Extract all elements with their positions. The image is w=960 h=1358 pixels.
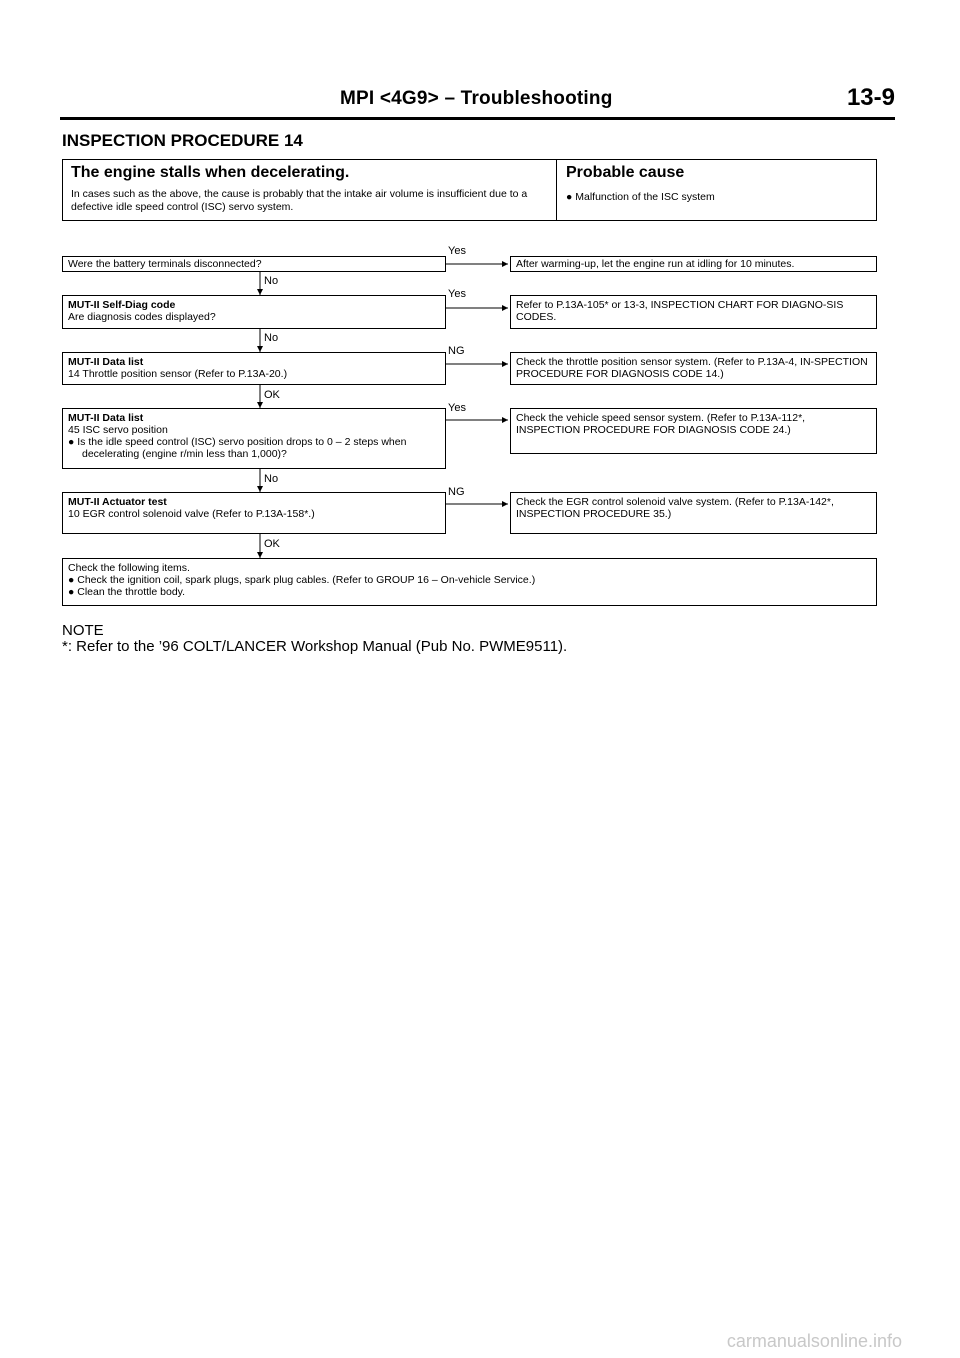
- question-text: 10 EGR control solenoid valve (Refer to P.13A-158*.): [68, 508, 315, 520]
- result-text: Check the throttle position sensor system. (Refer to P.13A-4, IN-SPECTION PROCEDURE FOR DIAGNOSIS CODE 14.): [516, 356, 868, 380]
- question-text: Are diagnosis codes displayed?: [68, 311, 216, 323]
- step-title: MUT-II Self-Diag code: [68, 299, 176, 311]
- watermark: carmanualsonline.info: [726, 1331, 902, 1351]
- probable-cause-heading: Probable cause: [566, 164, 685, 181]
- result-box-speed-sensor: [510, 408, 877, 454]
- branch-label-ok: OK: [264, 389, 280, 401]
- note-title: NOTE: [62, 622, 104, 639]
- branch-label-ok: OK: [264, 538, 280, 550]
- question-text: Were the battery terminals disconnected?: [68, 258, 262, 270]
- result-text: Check the vehicle speed sensor system. (Refer to P.13A-112*, INSPECTION PROCEDURE FOR DIAGNOSIS CODE 24.): [516, 412, 806, 436]
- result-text: Refer to P.13A-105* or 13-3, INSPECTION CHART FOR DIAGNO-SIS CODES.: [516, 299, 844, 323]
- question-box-battery: [62, 256, 446, 272]
- question-box-self-diag: [62, 295, 446, 329]
- note-text: *: Refer to the ’96 COLT/LANCER Workshop Manual (Pub No. PWME9511).: [62, 638, 568, 655]
- branch-label-no: No: [264, 275, 279, 287]
- section-title: INSPECTION PROCEDURE 14: [62, 131, 303, 150]
- branch-label-ng: NG: [448, 486, 465, 498]
- question-box-throttle-sensor: [62, 352, 446, 385]
- question-text: ● Is the idle speed control (ISC) servo position drops to 0 – 2 steps when decelerating (engine r/min less than 1,000)?: [68, 436, 407, 460]
- final-check-item: ● Check the ignition coil, spark plugs, spark plug cables. (Refer to GROUP 16 – On-vehicle Service.): [68, 574, 536, 586]
- step-title: MUT-II Actuator test: [68, 496, 167, 508]
- question-item: 45 ISC servo position: [68, 424, 168, 436]
- probable-cause-item: ● Malfunction of the ISC system: [566, 191, 715, 203]
- result-text: Check the EGR control solenoid valve system. (Refer to P.13A-142*, INSPECTION PROCEDURE 35.): [516, 496, 834, 520]
- branch-label-no: No: [264, 332, 279, 344]
- symptom-description: In cases such as the above, the cause is probably that the intake air volume is insufficient due to a defective idle speed control (ISC) servo system.: [71, 188, 528, 213]
- page-header-title: MPI <4G9> – Troubleshooting: [340, 88, 613, 109]
- result-text: After warming-up, let the engine run at idling for 10 minutes.: [516, 258, 795, 270]
- question-box-actuator-test: [62, 492, 446, 534]
- branch-label-no: No: [264, 473, 279, 485]
- result-box-diag-chart: [510, 295, 877, 329]
- step-title: MUT-II Data list: [68, 356, 144, 368]
- final-check-box: [62, 558, 877, 606]
- step-title: MUT-II Data list: [68, 412, 144, 424]
- branch-label-yes: Yes: [448, 288, 466, 300]
- branch-label-yes: Yes: [448, 245, 466, 257]
- result-box-egr-check: [510, 492, 877, 534]
- page-number: 13-9: [846, 84, 895, 111]
- result-box-warm-up: [510, 256, 877, 272]
- final-check-item: ● Clean the throttle body.: [68, 586, 186, 598]
- final-check-intro: Check the following items.: [68, 562, 190, 574]
- branch-label-yes: Yes: [448, 402, 466, 414]
- symptom-heading: The engine stalls when decelerating.: [71, 164, 350, 181]
- result-box-throttle-check: [510, 352, 877, 385]
- branch-label-ng: NG: [448, 345, 465, 357]
- question-text: 14 Throttle position sensor (Refer to P.13A-20.): [68, 368, 288, 380]
- question-box-isc-servo: [62, 408, 446, 469]
